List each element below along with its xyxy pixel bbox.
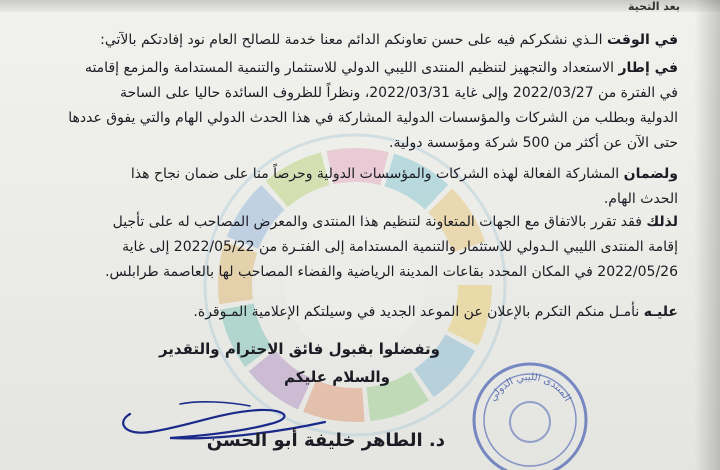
stamp-text: المنتدى الليبي الدولي <box>487 371 573 404</box>
paragraph-4-line3: 2022/05/26 في المكان المحدد بقاعات المدينة الرياضية والفضاء المصاحب لها بالعاصمة طرابلس. <box>105 264 678 280</box>
paragraph-3-line1: المشاركة الفعالة لهذه الشركات والمؤسسات الدولية وحرصاً منا على ضمان نجاح هذا <box>130 166 624 182</box>
paragraph-2-line4: حتى الآن عن أكثر من 500 شركة ومؤسسة دولية. <box>389 135 678 151</box>
svg-text:المنتدى الليبي الدولي <box>487 372 572 403</box>
top-edge <box>0 0 720 12</box>
closing-salutation: والسلام عليكم <box>284 368 390 386</box>
paragraph-1-lead: في الوقت <box>606 32 678 48</box>
paragraph-2-line3: الدولية وبطلب من الشركات والمؤسسات الدولية المشاركة في هذا الحدث الدولي الهام والتي يفوق عددها <box>68 110 678 126</box>
paragraph-3 <box>58 162 678 212</box>
signer-name: د. الطاهر خليفة أبو الحسن <box>206 430 445 451</box>
paragraph-1-text: الـذي نشكركم فيه على حسن تعاونكم الدائم معنا خدمة للصالح العام نود إفادتكم بالآتي: <box>100 32 607 48</box>
paragraph-2-line1: الاستعداد والتجهيز لتنظيم المنتدى الليبي الدولي للاستثمار والتنمية المستدامة والمزمع إقامته <box>84 60 619 76</box>
header-fragment: بعد التحية <box>627 0 680 13</box>
paragraph-5-lead: عليـه <box>643 304 678 320</box>
official-stamp-icon <box>470 360 590 470</box>
paragraph-4-lead: لذلك <box>646 214 678 230</box>
paragraph-2 <box>58 56 678 156</box>
paragraph-4-line1: فقد تقرر بالاتفاق مع الجهات المتعاونة لتنظيم هذا المنتدى والمعرض المصاحب له على تأجيل <box>112 214 647 230</box>
paragraph-4 <box>58 210 678 285</box>
paragraph-1 <box>58 28 678 53</box>
paragraph-4-line2: إقامة المنتدى الليبي الـدولي للاستثمار والتنمية المستدامة إلى الفتـرة من 2022/05/22 إلى غاية <box>122 239 678 255</box>
paragraph-5 <box>58 300 678 325</box>
closing-regards: وتفضلوا بقبول فائق الاحترام والتقدير <box>158 340 440 358</box>
paragraph-3-lead: ولضمان <box>623 166 678 182</box>
paragraph-2-lead: في إطار <box>618 60 678 76</box>
paragraph-2-line2: في الفترة من 2022/03/27 وإلى غاية 2022/03/31، ونظراً للظروف السائدة حاليا على الساحة <box>120 85 678 101</box>
page-shadow <box>694 0 720 470</box>
paragraph-5-text: نأمـل منكم التكرم بالإعلان عن الموعد الجديد في وسيلتكم الإعلامية المـوقرة. <box>193 304 644 320</box>
paragraph-3-line2: الحدث الهام. <box>603 191 678 207</box>
